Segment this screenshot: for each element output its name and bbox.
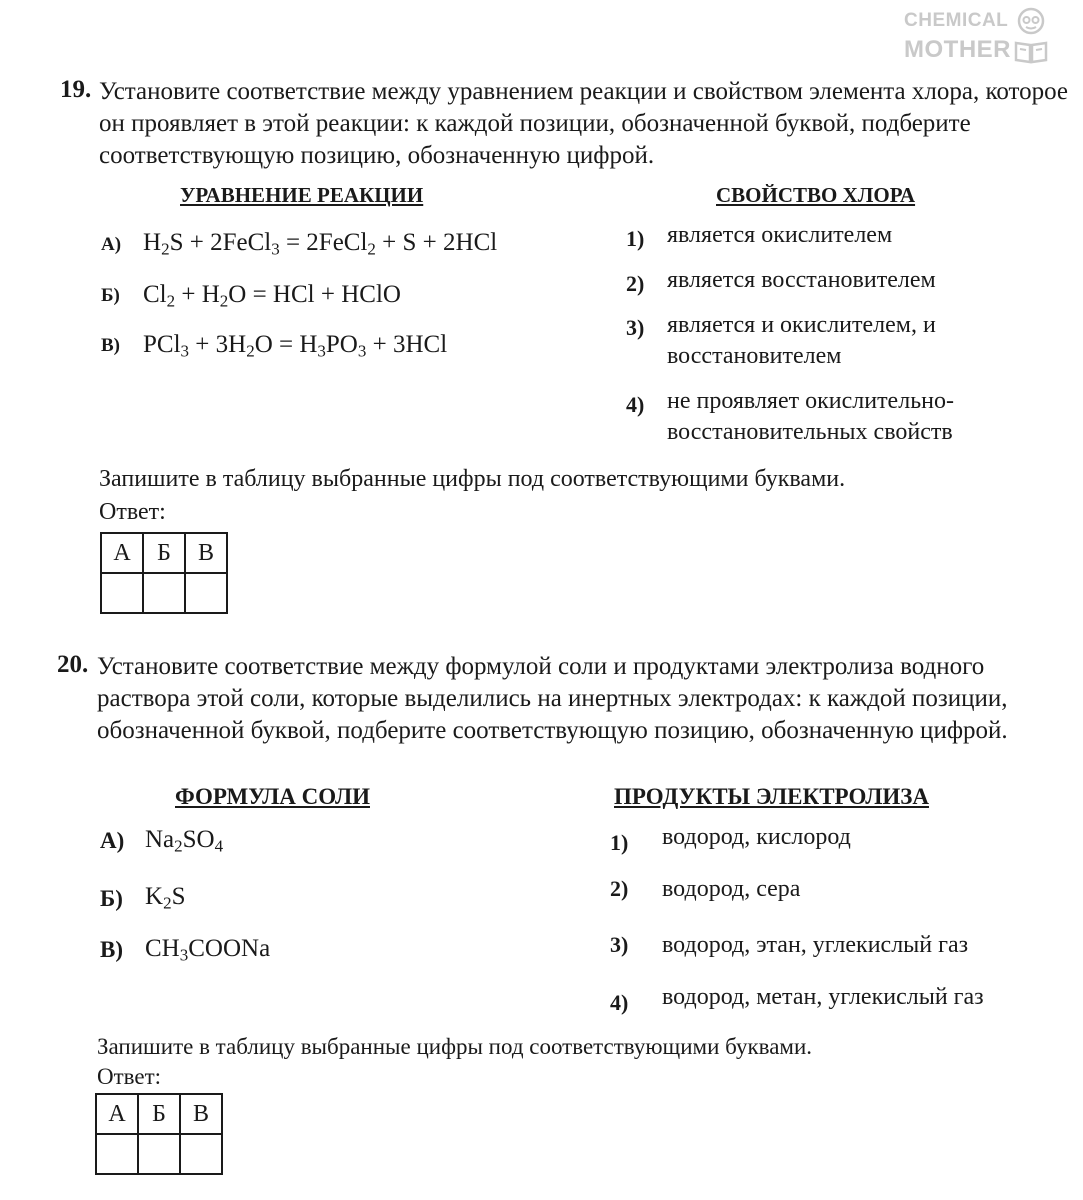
option-number-4: 4) [610, 990, 629, 1015]
option-number-3: 3) [626, 315, 645, 340]
option-text-3: водород, этан, углекислый газ [662, 932, 969, 958]
option-number-2: 2) [626, 271, 645, 296]
question-text: Установите соответствие между формулой соли и продуктами электролиза водного раствора этой соли, которые выделились на инертных электродах: к каждой позиции, обозначенной буквой, подберите соответствующую позицию, обозначенную цифрой. [97, 653, 1008, 744]
book-icon [1014, 40, 1048, 64]
question-text: Установите соответствие между уравнением реакции и свойством элемента хлора, которое он проявляет в этой реакции: к каждой позиции, обозначенной буквой, подберите соответствующую позицию, обозначенную цифрой. [99, 78, 1068, 169]
option-number-2: 2) [610, 876, 629, 901]
answer-table [95, 1093, 223, 1175]
answer-cell-b[interactable] [138, 1134, 180, 1174]
option-text-4: водород, метан, углекислый газ [662, 984, 984, 1010]
item-formula-b: $Cl_2 + H_2O$ = HCl + HClO [143, 281, 401, 311]
question-number: 20. [57, 651, 89, 678]
option-number-4: 4) [626, 392, 645, 417]
answer-cell-a[interactable] [101, 573, 143, 613]
option-text-3-cont: восстановителем [667, 343, 842, 369]
column-header-left: ФОРМУЛА СОЛИ [175, 784, 370, 809]
item-formula-v: $CH_3COONa$ [145, 935, 271, 965]
option-text-2: является восстановителем [667, 267, 936, 293]
column-header-left: УРАВНЕНИЕ РЕАКЦИИ [180, 183, 424, 207]
option-text-1: является окислителем [667, 222, 893, 248]
option-text-2: водород, сера [662, 876, 801, 902]
answer-table-header-v: В [180, 1094, 222, 1134]
answer-cell-v[interactable] [180, 1134, 222, 1174]
answer-table-header-b: Б [138, 1094, 180, 1134]
item-formula-a: $H_2S$ + 2FeCl$_3$ = 2FeCl$_2$ + S + 2HCl [143, 229, 498, 259]
answer-table-header-b: Б [143, 533, 185, 573]
item-letter-b: Б) [100, 886, 123, 911]
option-text-1: водород, кислород [662, 824, 851, 850]
item-letter-v: В) [101, 335, 120, 356]
answer-table-header-a: А [101, 533, 143, 573]
answer-label: Ответ: [97, 1064, 162, 1089]
item-formula-v: $PCl_3 + 3H_2O = H_3PO_3 + 3HCl$ [143, 331, 448, 361]
option-text-4: не проявляет окислительно- [667, 388, 954, 414]
answer-table-header-a: А [96, 1094, 138, 1134]
instruction: Запишите в таблицу выбранные цифры под соответствующими буквами. [97, 1034, 813, 1059]
item-letter-v: В) [100, 937, 123, 962]
face-icon [1016, 6, 1046, 36]
option-text-4-cont: восстановительных свойств [667, 419, 953, 445]
answer-table-header-v: В [185, 533, 227, 573]
answer-label: Ответ: [99, 499, 166, 525]
item-letter-a: А) [100, 828, 125, 853]
option-number-3: 3) [610, 932, 629, 957]
item-formula-a: $Na_2SO_4$ [145, 826, 224, 856]
question-number: 19. [60, 76, 92, 103]
column-header-right: ПРОДУКТЫ ЭЛЕКТРОЛИЗА [614, 784, 929, 809]
option-text-3: является и окислителем, и [667, 312, 936, 338]
item-letter-a: А) [101, 234, 122, 255]
option-number-1: 1) [610, 830, 629, 855]
instruction: Запишите в таблицу выбранные цифры под соответствующими буквами. [99, 466, 846, 492]
answer-cell-v[interactable] [185, 573, 227, 613]
answer-cell-b[interactable] [143, 573, 185, 613]
item-letter-b: Б) [101, 285, 120, 306]
item-formula-b: $K_2S$ [145, 883, 186, 913]
logo-text-chemical: CHEMICAL [904, 10, 1009, 31]
column-header-right: СВОЙСТВО ХЛОРА [716, 183, 916, 207]
logo-text-mother: MOTHER [904, 36, 1011, 63]
option-number-1: 1) [626, 226, 645, 251]
answer-cell-a[interactable] [96, 1134, 138, 1174]
answer-table [100, 532, 228, 614]
